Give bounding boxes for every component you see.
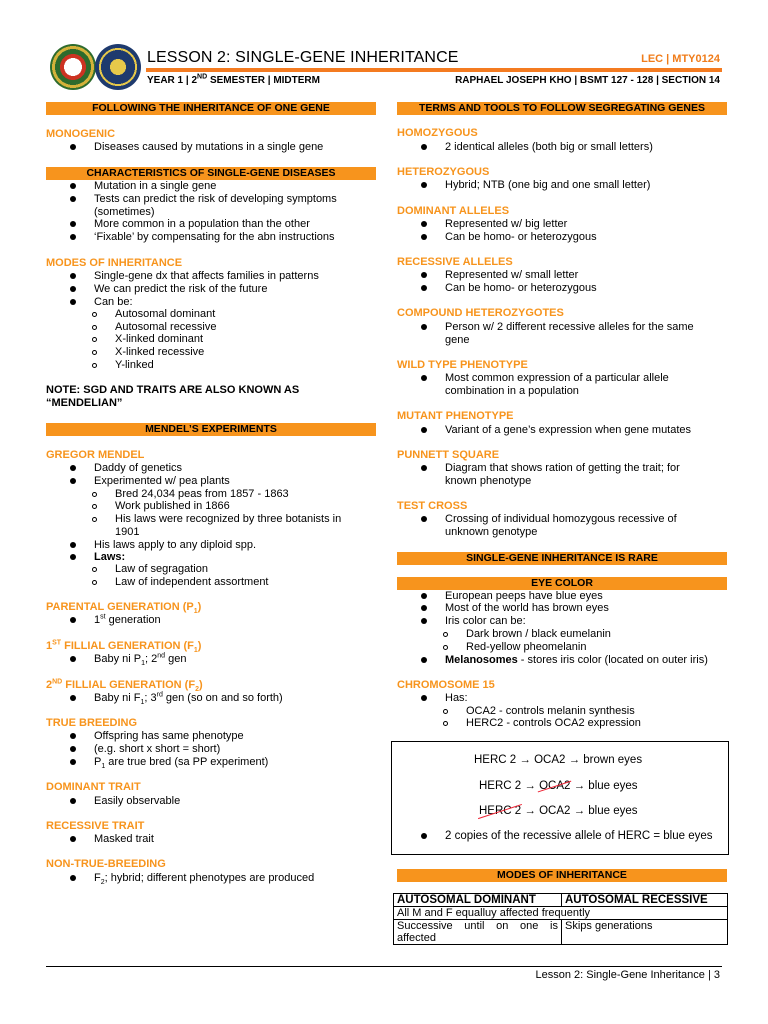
sub-list-item: X-linked dominant <box>92 333 203 346</box>
banner-characteristics: CHARACTERISTICS OF SINGLE-GENE DISEASES <box>46 167 376 180</box>
list-item: Represented w/ big letter <box>421 218 567 231</box>
list-item: Person w/ 2 different recessive alleles for the same gene <box>421 321 694 346</box>
list-item: ‘Fixable’ by compensating for the abn instructions <box>70 231 335 244</box>
list-item: Can be homo- or heterozygous <box>421 231 597 244</box>
heading-true-breeding: TRUE BREEDING <box>46 717 138 729</box>
sub-list-item: Bred 24,034 peas from 1857 - 1863 <box>92 488 289 501</box>
heading-test-cross: TEST CROSS <box>397 500 468 512</box>
list-item: We can predict the risk of the future <box>70 283 267 296</box>
heading-parental-generation: PARENTAL GENERATION $(P_1)$ <box>46 601 202 616</box>
heading-dominant-alleles: DOMINANT ALLELES <box>397 205 510 217</box>
author-line: RAPHAEL JOSEPH KHO | BSMT 127 - 128 | SECTION 14 <box>455 75 720 86</box>
heading-monogenic: MONOGENIC <box>46 128 116 140</box>
banner-sgi-rare: SINGLE-GENE INHERITANCE IS RARE <box>397 552 727 565</box>
heading-f2-generation: 2ND FILLIAL GENERATION $(F_2)$ <box>46 678 203 694</box>
list-item: Can be homo- or heterozygous <box>421 282 597 295</box>
sub-list-item: HERC2 - controls OCA2 expression <box>443 717 641 730</box>
list-item: $F_2$; hybrid; different phenotypes are produced <box>70 872 314 885</box>
page-title: LESSON 2: SINGLE-GENE INHERITANCE <box>147 49 459 66</box>
sub-list-item: X-linked recessive <box>92 346 204 359</box>
list-item: More common in a population than the other <box>70 218 310 231</box>
year-semester: YEAR 1 | 2ND SEMESTER | MIDTERM <box>147 73 320 86</box>
heading-wild-type: WILD TYPE PHENOTYPE <box>397 359 528 371</box>
sub-list-item: OCA2 - controls melanin synthesis <box>443 705 635 718</box>
inheritance-table <box>393 893 728 945</box>
list-item: Iris color can be: <box>421 615 526 628</box>
banner-inheritance-one-gene: FOLLOWING THE INHERITANCE OF ONE GENE <box>46 102 376 115</box>
table-row <box>394 907 728 920</box>
list-item: Baby ni $P_1$; 2nd gen <box>70 653 186 666</box>
table-header-cell: AUTOSOMAL RECESSIVE <box>562 894 728 907</box>
list-item: Most of the world has brown eyes <box>421 602 609 615</box>
heading-recessive-alleles: RECESSIVE ALLELES <box>397 256 513 268</box>
list-item: Mutation in a single gene <box>70 180 216 193</box>
list-item: Easily observable <box>70 795 180 808</box>
list-item: Can be: <box>70 296 133 309</box>
list-item: Variant of a gene’s expression when gene mutates <box>421 424 691 437</box>
list-item: 1st generation <box>70 614 161 627</box>
list-item: Masked trait <box>70 833 154 846</box>
heading-compound-heterozygotes: COMPOUND HETEROZYGOTES <box>397 307 564 319</box>
list-item: 2 copies of the recessive allele of HERC = blue eyes <box>421 830 713 843</box>
header-logos <box>50 44 142 94</box>
list-item: Experimented w/ pea plants <box>70 475 230 488</box>
list-item: Has: <box>421 692 468 705</box>
sub-list-item: Law of independent assortment <box>92 576 269 589</box>
list-item: Daddy of genetics <box>70 462 182 475</box>
table-header-row <box>394 894 728 907</box>
heading-mutant-phenotype: MUTANT PHENOTYPE <box>397 410 514 422</box>
list-item: Diagram that shows ration of getting the trait; for known phenotype <box>421 462 680 487</box>
banner-modes-of-inheritance: MODES OF INHERITANCE <box>397 869 727 882</box>
college-seal-logo <box>95 44 141 90</box>
heading-chromosome-15: CHROMOSOME 15 <box>397 679 495 691</box>
header-divider <box>146 68 722 72</box>
page-footer: Lesson 2: Single-Gene Inheritance | 3 <box>535 969 720 981</box>
list-item: Most common expression of a particular allele combination in a population <box>421 372 669 397</box>
sub-list-item: Law of segragation <box>92 563 208 576</box>
heading-homozygous: HOMOZYGOUS <box>397 127 478 139</box>
list-item: 2 identical alleles (both big or small letters) <box>421 141 653 154</box>
list-item: European peeps have blue eyes <box>421 590 603 603</box>
heading-gregor: GREGOR MENDEL <box>46 449 145 461</box>
table-header-cell: AUTOSOMAL DOMINANT <box>394 894 562 907</box>
note-mendelian: NOTE: SGD AND TRAITS ARE ALSO KNOWN AS “MENDELIAN” <box>46 384 300 409</box>
sub-list-item: Autosomal dominant <box>92 308 215 321</box>
list-item: Single-gene dx that affects families in patterns <box>70 270 319 283</box>
heading-punnett-square: PUNNETT SQUARE <box>397 449 500 461</box>
list-item: Melanosomes - stores iris color (located on outer iris) <box>421 654 708 667</box>
sub-list-item: His laws were recognized by three botanists in 1901 <box>92 513 341 538</box>
sub-list-item: Dark brown / black eumelanin <box>443 628 611 641</box>
sub-list-item: Autosomal recessive <box>92 321 217 334</box>
heading-dominant-trait: DOMINANT TRAIT <box>46 781 141 793</box>
list-item: His laws apply to any diploid spp. <box>70 539 256 552</box>
list-item: Diseases caused by mutations in a single gene <box>70 141 323 154</box>
banner-eye-color: EYE COLOR <box>397 577 727 590</box>
course-code: LEC | MTY0124 <box>641 53 720 65</box>
list-item: Laws: <box>70 551 125 564</box>
list-item: Baby ni $F_1$; 3rd gen (so on and so forth) <box>70 692 283 705</box>
heading-non-true-breeding: NON-TRUE-BREEDING <box>46 858 166 870</box>
sub-list-item: Work published in 1866 <box>92 500 230 513</box>
heading-recessive-trait: RECESSIVE TRAIT <box>46 820 145 832</box>
table-row <box>394 920 728 945</box>
banner-mendels-experiments: MENDEL’S EXPERIMENTS <box>46 423 376 436</box>
table-cell: All M and F equalluy affected frequently <box>394 907 728 920</box>
list-item: Represented w/ small letter <box>421 269 578 282</box>
list-item: Offspring has same phenotype <box>70 730 244 743</box>
list-item: Tests can predict the risk of developing symptoms (sometimes) <box>70 193 337 218</box>
box-line-blue-oca2: HERC 2 → OCA2 → blue eyes <box>479 780 638 792</box>
list-item: (e.g. short x short = short) <box>70 743 220 756</box>
list-item: $P_1$ are true bred (sa PP experiment) <box>70 756 268 769</box>
university-seal-logo <box>50 44 96 90</box>
banner-terms-tools: TERMS AND TOOLS TO FOLLOW SEGREGATING GENES <box>397 102 727 115</box>
heading-f1-generation: 1ST FILLIAL GENERATION $(F_1)$ <box>46 639 202 655</box>
table-cell: Successive until on one is affected <box>394 920 562 945</box>
list-item: Crossing of individual homozygous recessive of unknown genotype <box>421 513 677 538</box>
list-item: Hybrid; NTB (one big and one small letter) <box>421 179 650 192</box>
footer-divider <box>46 966 722 967</box>
box-line-blue-herc: HERC 2 → OCA2 → blue eyes <box>479 805 638 817</box>
heading-heterozygous: HETEROZYGOUS <box>397 166 490 178</box>
table-cell: Skips generations <box>562 920 728 945</box>
heading-modes: MODES OF INHERITANCE <box>46 257 183 269</box>
sub-list-item: Y-linked <box>92 359 154 372</box>
sub-list-item: Red-yellow pheomelanin <box>443 641 586 654</box>
box-line-brown: HERC 2 → OCA2 → brown eyes <box>474 754 643 766</box>
